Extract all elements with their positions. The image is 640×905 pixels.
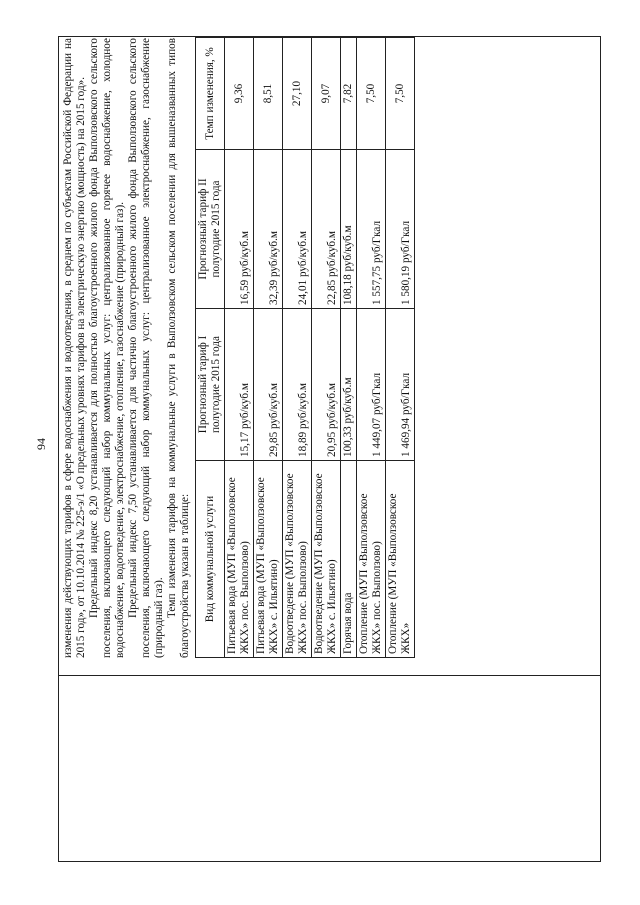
frame-divider	[58, 675, 601, 676]
service-cell: Питьевая вода (МУП «Выползовское ЖКХ» с. Ильятино)	[254, 461, 283, 658]
service-cell: Отопление (МУП «Выползовское ЖКХ» пос. Выползово)	[357, 461, 386, 658]
table-row	[312, 38, 341, 658]
service-cell: Водоотведение (МУП «Выползовское ЖКХ» с. Ильятино)	[312, 461, 341, 658]
header-tariff-h2: Прогнозный тариф II полугодие 2015 года	[196, 150, 225, 309]
page-number: 94	[34, 438, 48, 450]
service-cell: Водоотведение (МУП «Выползовское ЖКХ» пос. Выползово)	[283, 461, 312, 658]
rate-cell: 7,50	[386, 38, 415, 150]
tariff-h2-cell: 108,18 руб/куб.м	[341, 150, 357, 309]
paragraph-3: Предельный индекс 7,50 устанавливается для частично благоустроенного жилого фонда Выползовского сельского поселения, включающего следующий набор коммунальных услуг: централизованное электроснабжение, газоснабжение (природный газ).	[127, 38, 165, 658]
tariff-h2-cell: 1 557,75 руб/Гкал	[357, 150, 386, 309]
tariff-h1-cell: 18,89 руб/куб.м	[283, 309, 312, 461]
table-row	[341, 38, 357, 658]
tariff-h2-cell: 24,01 руб/куб.м	[283, 150, 312, 309]
tariff-h1-cell: 100,33 руб/куб.м	[341, 309, 357, 461]
rate-cell: 7,82	[341, 38, 357, 150]
tariff-table	[195, 37, 415, 658]
tariff-h2-cell: 16,59 руб/куб.м	[225, 150, 254, 309]
tariff-h2-cell: 32,39 руб/куб.м	[254, 150, 283, 309]
tariff-h1-cell: 1 469,94 руб/Гкал	[386, 309, 415, 461]
table-row	[254, 38, 283, 658]
table-row	[357, 38, 386, 658]
service-cell: Горячая вода	[341, 461, 357, 658]
rotated-content	[62, 38, 596, 658]
tariff-h1-cell: 29,85 руб/куб.м	[254, 309, 283, 461]
table-row	[283, 38, 312, 658]
paragraph-2: Предельный индекс 8,20 устанавливается для полностью благоустроенного жилого фонда Выползовского сельского поселения, включающего следующий набор коммунальных услуг: централизованное горячее водоснабжение, холодное водоснабжение, водоотведение, электроснабжение, отопление, газоснабжение (природный газ).	[88, 38, 126, 658]
paragraph-1: изменения действующих тарифов в сфере водоснабжения и водоотведения, в среднем по субъектам Российской Федерации на 2015 год», от 10.10.2014 № 225-э/1 «О предельных уровнях тарифов на электрическую энергию (мощность) на 2015 год».	[62, 38, 87, 658]
tariff-h1-cell: 20,95 руб/куб.м	[312, 309, 341, 461]
rate-cell: 27,10	[283, 38, 312, 150]
rate-cell: 8,51	[254, 38, 283, 150]
service-cell: Отопление (МУП «Выползовское ЖКХ»	[386, 461, 415, 658]
tariff-h2-cell: 1 580,19 руб/Гкал	[386, 150, 415, 309]
header-rate: Темп изменения, %	[196, 38, 225, 150]
table-row	[225, 38, 254, 658]
tariff-h2-cell: 22,85 руб/куб.м	[312, 150, 341, 309]
table-row	[386, 38, 415, 658]
tariff-h1-cell: 1 449,07 руб/Гкал	[357, 309, 386, 461]
rate-cell: 7,50	[357, 38, 386, 150]
paragraph-4: Темп изменения тарифов на коммунальные услуги в Выползовском сельском поселении для вышеназванных типов благоустройства указан в таблице:	[166, 38, 191, 658]
header-service: Вид коммунальной услуги	[196, 461, 225, 658]
header-tariff-h1: Прогнозный тариф I полугодие 2015 года	[196, 309, 225, 461]
rate-cell: 9,36	[225, 38, 254, 150]
rate-cell: 9,07	[312, 38, 341, 150]
table-header-row	[196, 38, 225, 658]
tariff-h1-cell: 15,17 руб/куб.м	[225, 309, 254, 461]
service-cell: Питьевая вода (МУП «Выползовское ЖКХ» пос. Выползово)	[225, 461, 254, 658]
